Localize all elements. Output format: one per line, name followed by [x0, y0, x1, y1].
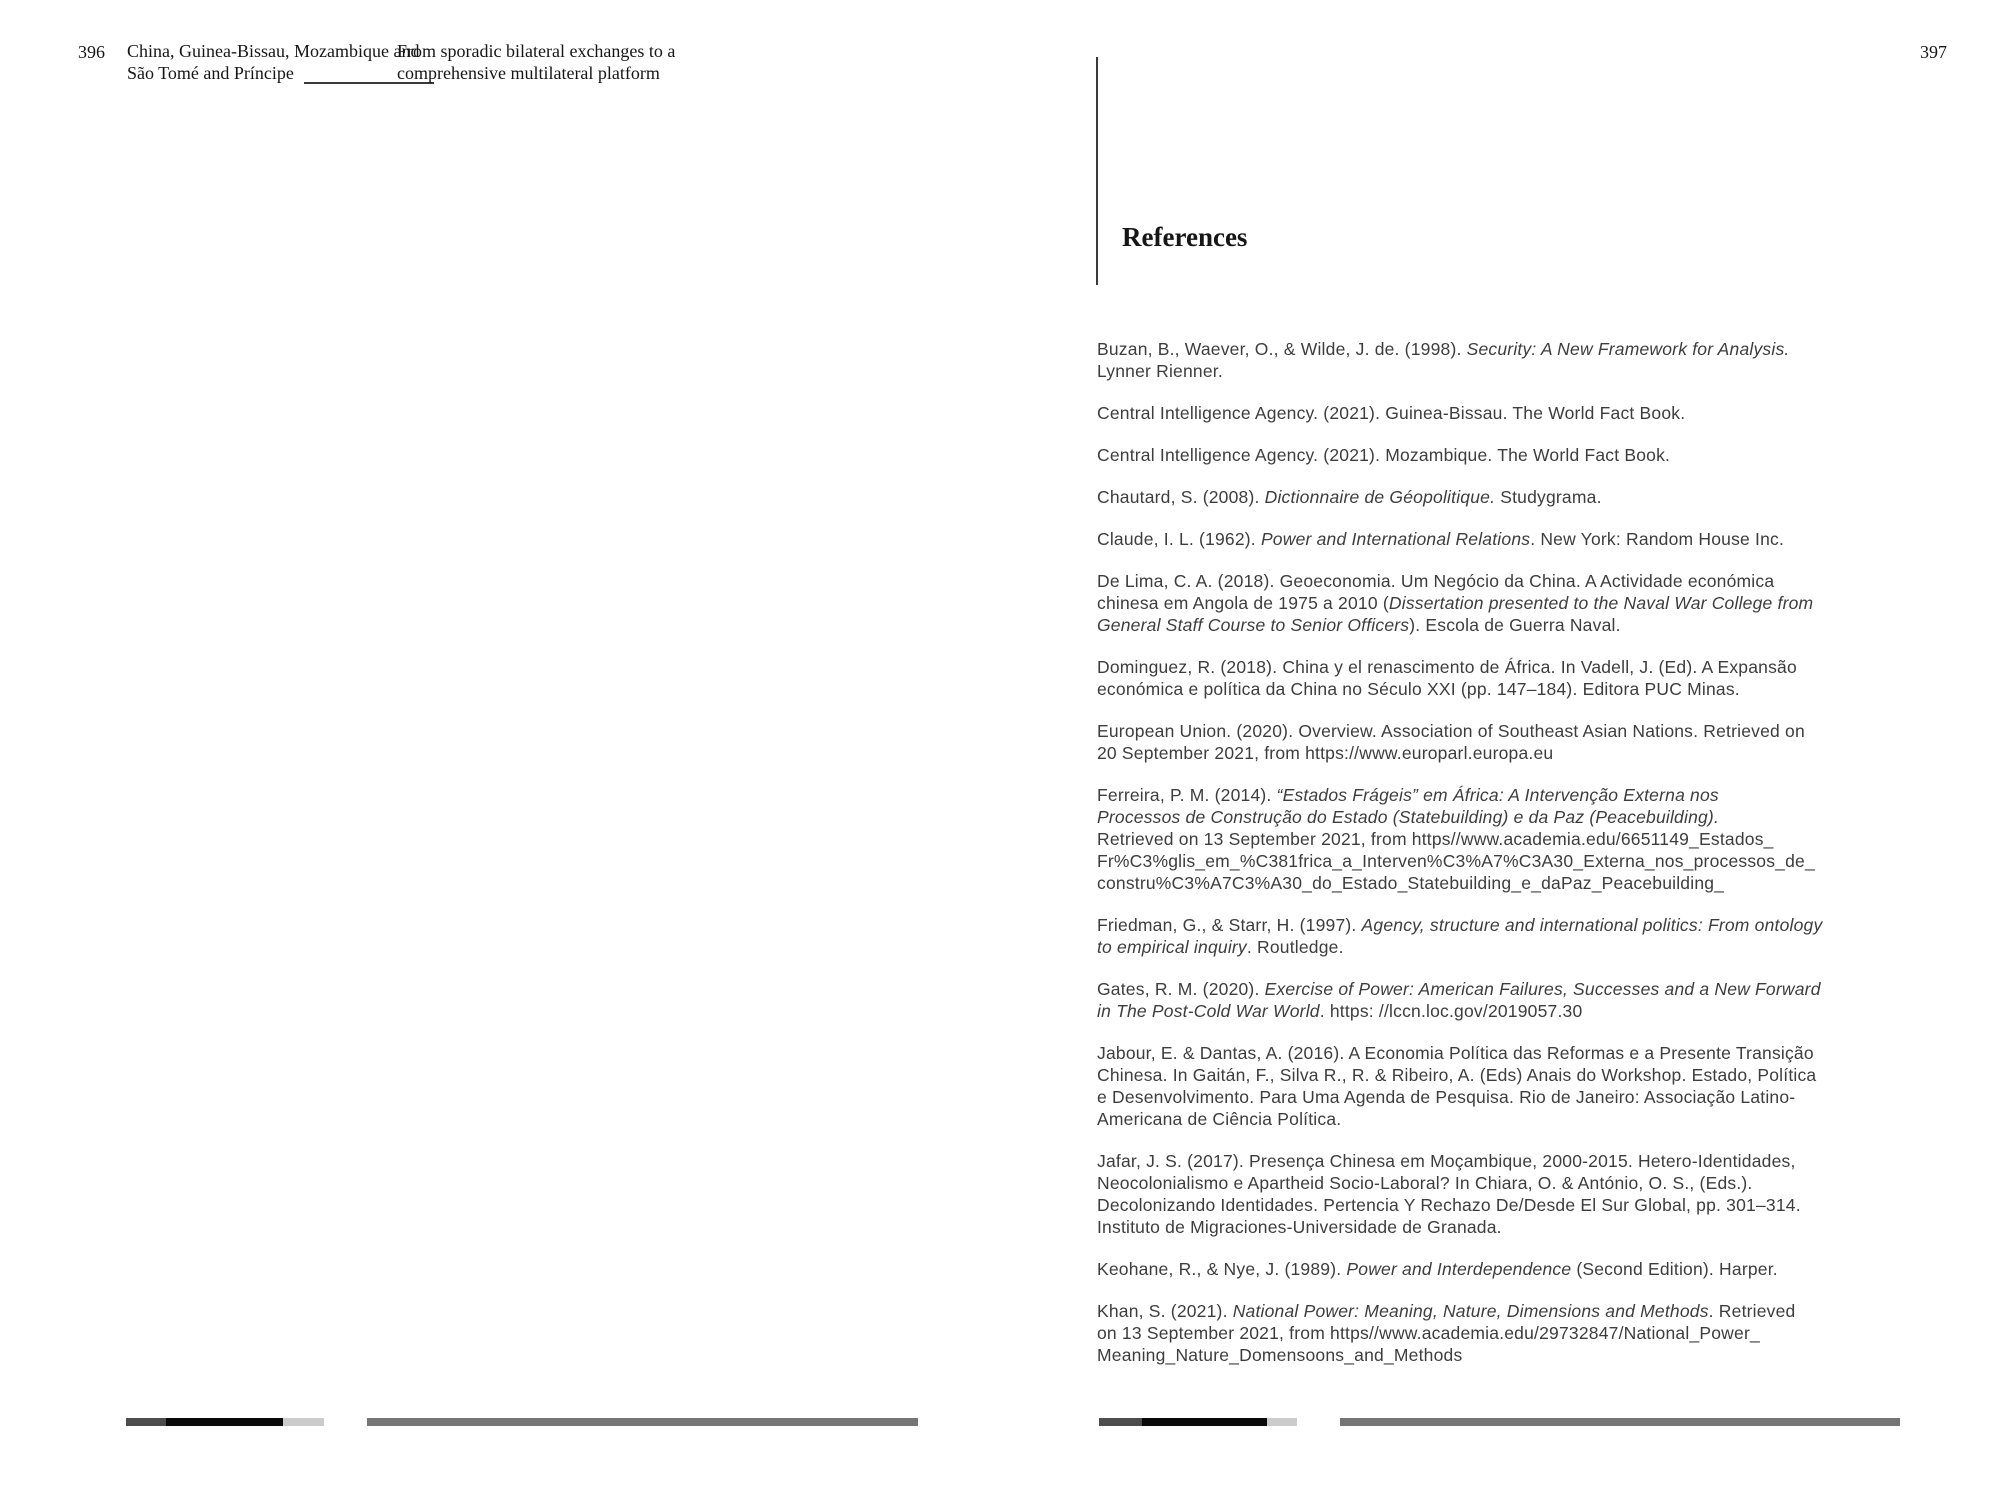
footer-bar-left-gray: [367, 1418, 918, 1426]
reference-entry: [1097, 1258, 1987, 1280]
section-vertical-rule: [1096, 57, 1098, 285]
reference-entry: [1097, 338, 1987, 382]
chapter-title: [397, 40, 675, 84]
footer-mark-left-dark: [126, 1418, 166, 1426]
reference-title-italic: Processos de Construção do Estado (Statebuilding) e da Paz (Peacebuilding).: [1097, 807, 1720, 827]
reference-text: (Second Edition). Harper.: [1571, 1259, 1778, 1279]
references-heading: References: [1122, 222, 1248, 252]
footer-mark-left-light: [283, 1418, 324, 1426]
reference-title-italic: Exercise of Power: American Failures, Successes and a New Forward: [1264, 979, 1821, 999]
reference-text: . https: //lccn.loc.gov/2019057.30: [1319, 1001, 1583, 1021]
reference-entry: [1097, 784, 1987, 894]
reference-text: Chautard, S. (2008).: [1097, 487, 1265, 507]
reference-text: económica e política da China no Século XXI (pp. 147–184). Editora PUC Minas.: [1097, 679, 1740, 699]
reference-text: Keohane, R., & Nye, J. (1989).: [1097, 1259, 1347, 1279]
reference-entry: [1097, 402, 1987, 424]
reference-text: Meaning_Nature_Domensoons_and_Methods: [1097, 1345, 1463, 1365]
reference-text: 20 September 2021, from https://www.europarl.europa.eu: [1097, 743, 1554, 763]
running-title: [127, 40, 419, 84]
footer-mark-right-black: [1142, 1418, 1267, 1426]
reference-text: Instituto de Migraciones-Universidade de Granada.: [1097, 1217, 1502, 1237]
reference-entry: [1097, 914, 1987, 958]
footer-mark-right-light: [1267, 1418, 1297, 1426]
reference-text: Lynner Rienner.: [1097, 361, 1223, 381]
reference-title-italic: Power and International Relations: [1260, 529, 1531, 549]
reference-text: Buzan, B., Waever, O., & Wilde, J. de. (1998).: [1097, 339, 1467, 359]
running-title-line-1: China, Guinea-Bissau, Mozambique and: [127, 41, 420, 61]
reference-text: . Retrieved: [1708, 1301, 1796, 1321]
reference-text: Dominguez, R. (2018). China y el renascimento de África. In Vadell, J. (Ed). A Expansão: [1097, 657, 1797, 677]
chapter-title-line-2: comprehensive multilateral platform: [397, 63, 660, 83]
reference-text: Friedman, G., & Starr, H. (1997).: [1097, 915, 1362, 935]
reference-text: on 13 September 2021, from https//www.academia.edu/29732847/National_Power_: [1097, 1323, 1760, 1343]
references-list: [1097, 338, 1987, 1386]
reference-title-italic: Agency, structure and international politics: From ontology: [1361, 915, 1823, 935]
reference-title-italic: Dictionnaire de Géopolitique.: [1264, 487, 1496, 507]
reference-title-italic: General Staff Course to Senior Officers: [1097, 615, 1410, 635]
right-page-number: 397: [1920, 42, 1947, 62]
reference-title-italic: National Power: Meaning, Nature, Dimensions and Methods: [1232, 1301, 1709, 1321]
reference-text: Central Intelligence Agency. (2021). Mozambique. The World Fact Book.: [1097, 445, 1671, 465]
reference-title-italic: Dissertation presented to the Naval War College from: [1388, 593, 1814, 613]
reference-title-italic: Security: A New Framework for Analysis.: [1466, 339, 1790, 359]
reference-entry: [1097, 570, 1987, 636]
chapter-title-line-1: From sporadic bilateral exchanges to a: [397, 41, 676, 61]
reference-entry: [1097, 720, 1987, 764]
reference-text: Chinesa. In Gaitán, F., Silva R., R. & Ribeiro, A. (Eds) Anais do Workshop. Estado, Política: [1097, 1065, 1817, 1085]
reference-text: . New York: Random House Inc.: [1530, 529, 1785, 549]
reference-text: . Routledge.: [1246, 937, 1344, 957]
reference-text: Khan, S. (2021).: [1097, 1301, 1233, 1321]
reference-title-italic: “Estados Frágeis” em África: A Intervenção Externa nos: [1276, 785, 1719, 805]
reference-entry: [1097, 528, 1987, 550]
reference-entry: [1097, 1042, 1987, 1130]
reference-entry: [1097, 978, 1987, 1022]
reference-text: constru%C3%A7C3%A30_do_Estado_Statebuilding_e_daPaz_Peacebuilding_: [1097, 873, 1725, 893]
reference-text: chinesa em Angola de 1975 a 2010 (: [1097, 593, 1389, 613]
running-title-line-2: São Tomé and Príncipe: [127, 63, 294, 83]
reference-entry: [1097, 1150, 1987, 1238]
reference-text: Retrieved on 13 September 2021, from https//www.academia.edu/6651149_Estados_: [1097, 829, 1774, 849]
reference-text: Americana de Ciência Política.: [1097, 1109, 1342, 1129]
reference-text: Claude, I. L. (1962).: [1097, 529, 1261, 549]
reference-text: ). Escola de Guerra Naval.: [1409, 615, 1621, 635]
reference-title-italic: Power and Interdependence: [1346, 1259, 1572, 1279]
footer-bar-right-gray: [1340, 1418, 1900, 1426]
reference-title-italic: to empirical inquiry: [1097, 937, 1247, 957]
footer-mark-right-dark: [1099, 1418, 1142, 1426]
reference-text: Jafar, J. S. (2017). Presença Chinesa em Moçambique, 2000-2015. Hetero-Identidades,: [1097, 1151, 1796, 1171]
footer-mark-left-black: [166, 1418, 283, 1426]
reference-text: Central Intelligence Agency. (2021). Guinea-Bissau. The World Fact Book.: [1097, 403, 1686, 423]
reference-text: Ferreira, P. M. (2014).: [1097, 785, 1277, 805]
reference-text: De Lima, C. A. (2018). Geoeconomia. Um Negócio da China. A Actividade económica: [1097, 571, 1775, 591]
reference-text: Studygrama.: [1495, 487, 1602, 507]
reference-entry: [1097, 656, 1987, 700]
reference-title-italic: in The Post-Cold War World: [1097, 1001, 1320, 1021]
reference-text: Neocolonialismo e Apartheid Socio-Laboral? In Chiara, O. & António, O. S., (Eds.).: [1097, 1173, 1753, 1193]
left-page-number: 396: [78, 42, 105, 62]
reference-entry: [1097, 486, 1987, 508]
reference-text: European Union. (2020). Overview. Association of Southeast Asian Nations. Retrieved on: [1097, 721, 1805, 741]
reference-text: Gates, R. M. (2020).: [1097, 979, 1265, 999]
reference-text: Fr%C3%glis_em_%C381frica_a_Interven%C3%A7%C3A30_Externa_nos_processos_de_: [1097, 851, 1815, 871]
reference-text: e Desenvolvimento. Para Uma Agenda de Pesquisa. Rio de Janeiro: Associação Latino-: [1097, 1087, 1796, 1107]
reference-entry: [1097, 444, 1987, 466]
reference-entry: [1097, 1300, 1987, 1366]
reference-text: Jabour, E. & Dantas, A. (2016). A Economia Política das Reformas e a Presente Transição: [1097, 1043, 1814, 1063]
reference-text: Decolonizando Identidades. Pertencia Y Rechazo De/Desde El Sur Global, pp. 301–314.: [1097, 1195, 1801, 1215]
